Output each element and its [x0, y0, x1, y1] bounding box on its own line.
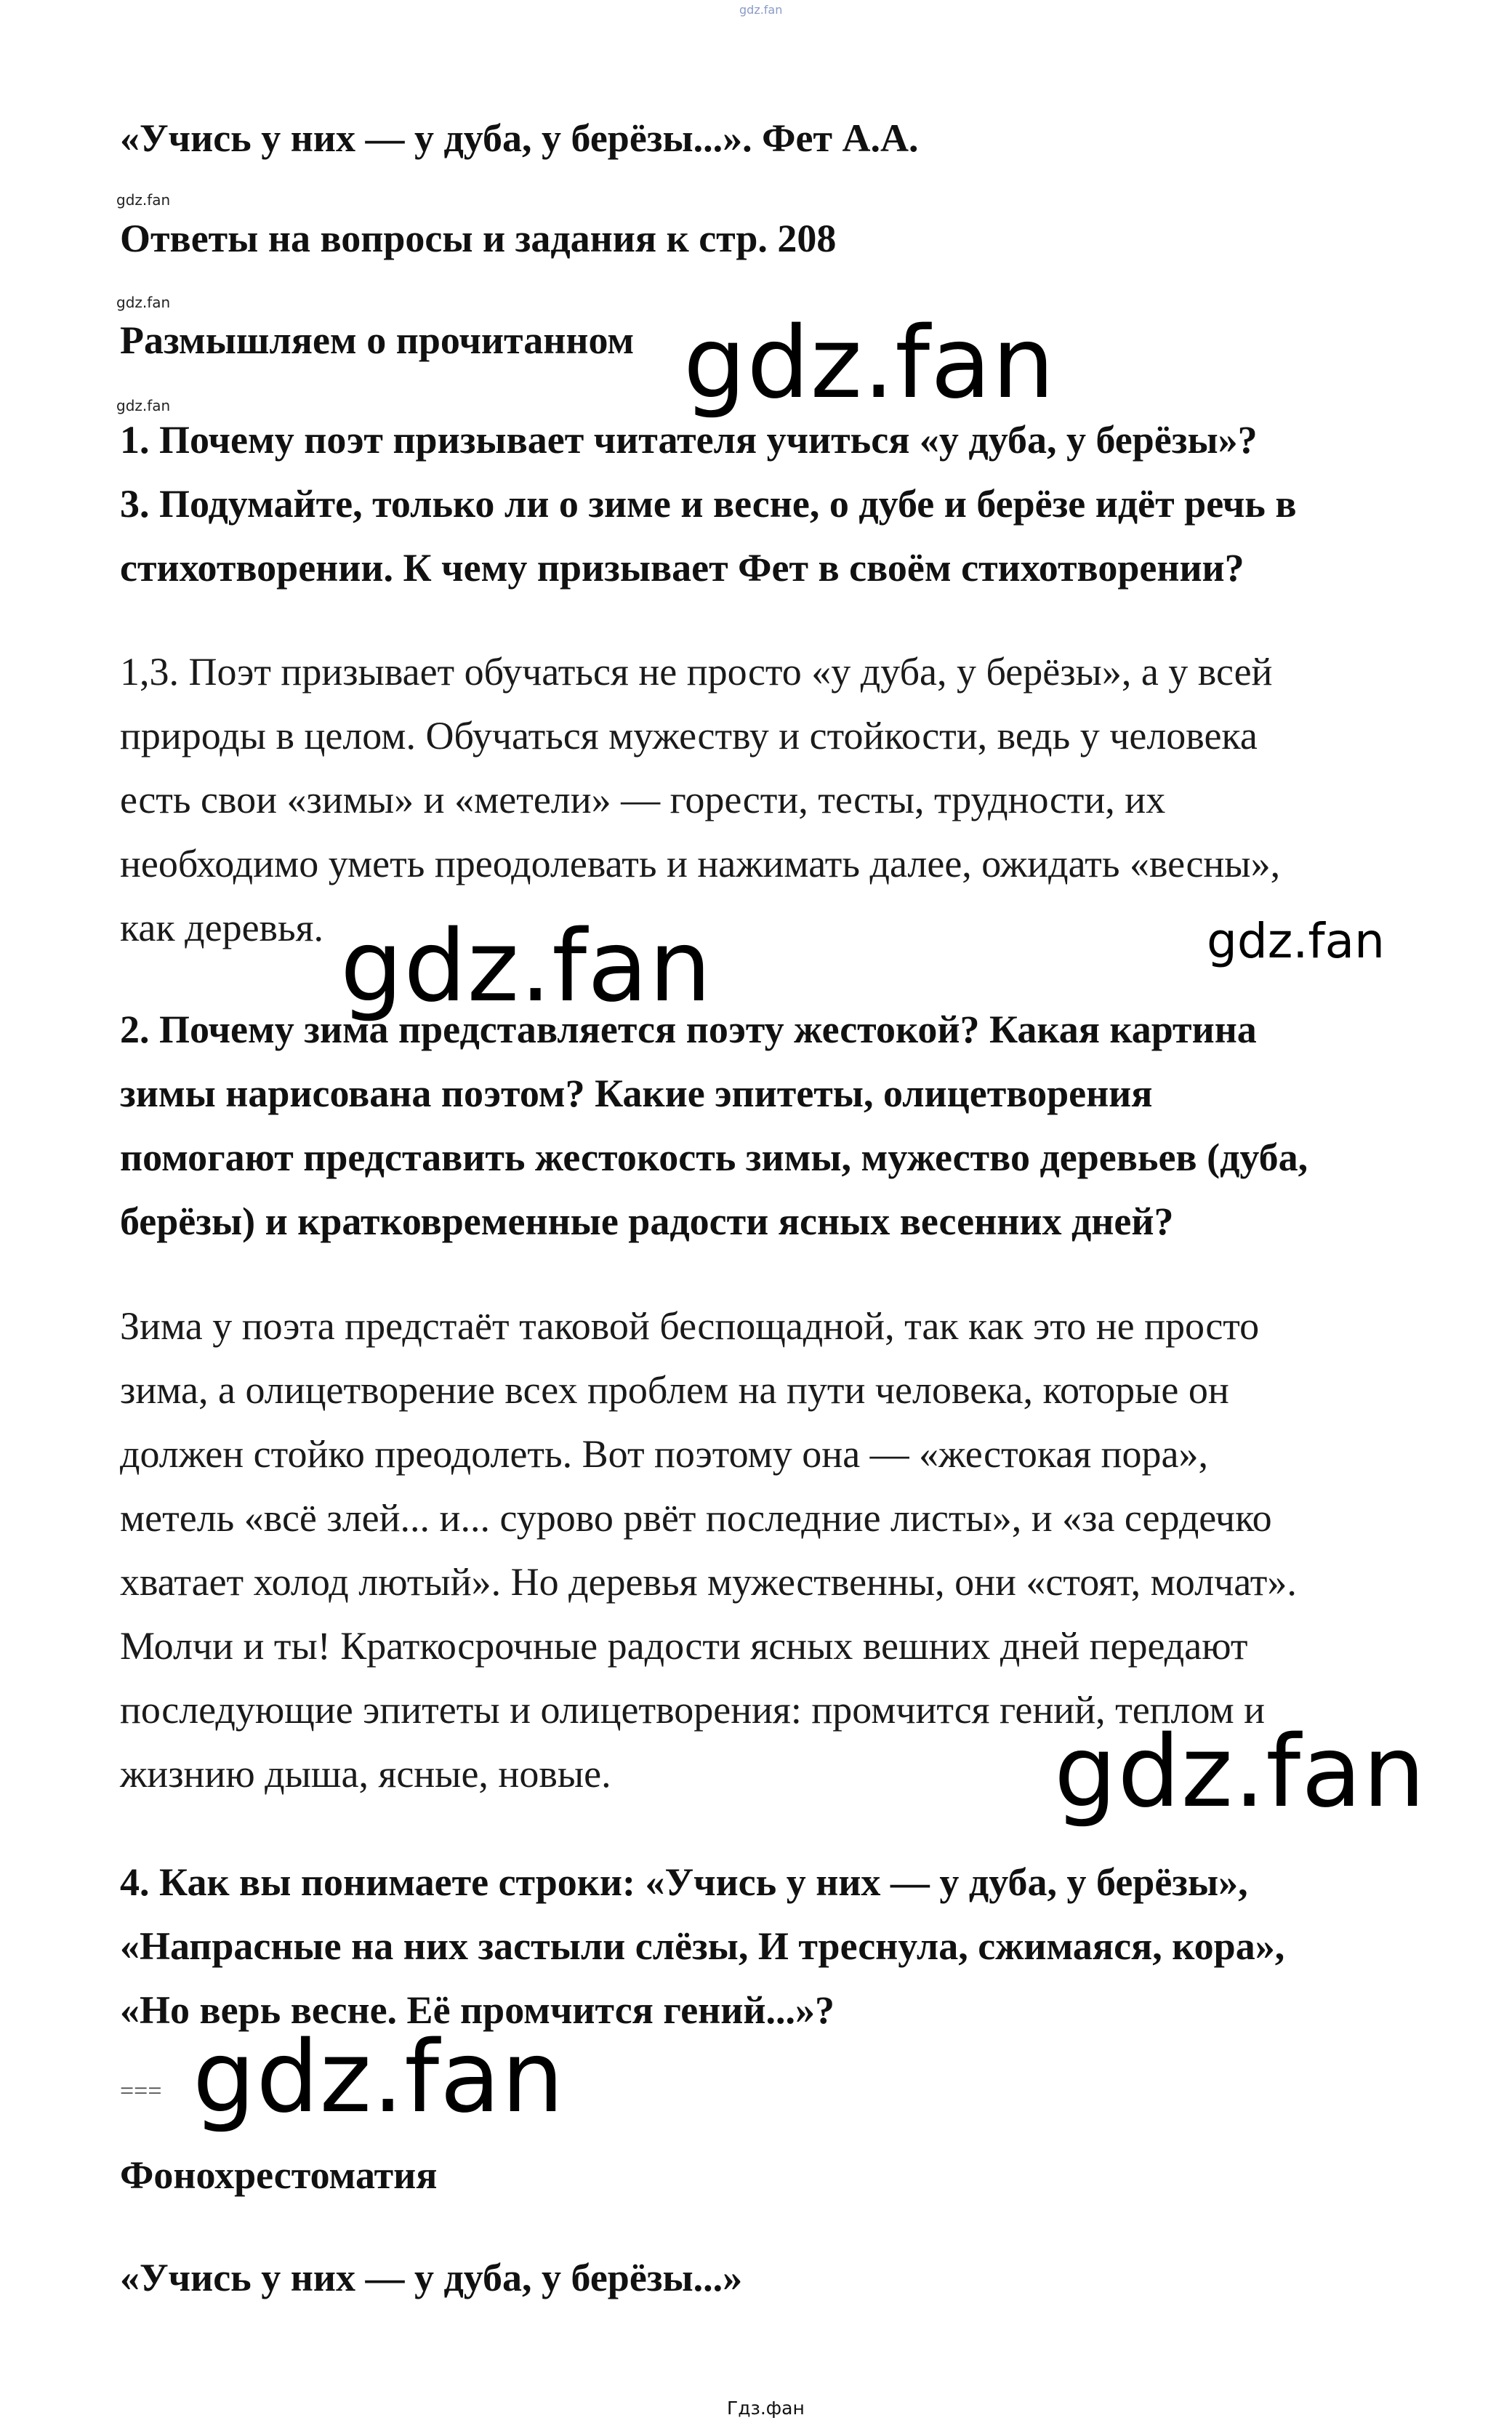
section-heading: Ответы на вопросы и задания к стр. 208 [120, 217, 837, 260]
bottom-watermark: Гдз.фан [727, 2398, 805, 2419]
large-watermark: gdz.fan [1054, 1715, 1426, 1830]
large-watermark: gdz.fan [340, 909, 712, 1024]
small-watermark: gdz.fan [116, 397, 171, 414]
section-heading: Фонохрестоматия [120, 2153, 438, 2197]
answer-line: метель «всё злей... и... сурово рвёт последние листы», и «за сердечко [120, 1496, 1272, 1540]
small-watermark: gdz.fan [116, 191, 171, 209]
question-line: помогают представить жестокость зимы, мужество деревьев (дуба, [120, 1136, 1308, 1179]
top-watermark: gdz.fan [739, 3, 783, 17]
answer-line: как деревья. [120, 906, 323, 949]
question-line: 3. Подумайте, только ли о зиме и весне, о дубе и берёзе идёт речь в [120, 482, 1297, 526]
question-line: «Но верь весне. Её промчится гений...»? [120, 1988, 835, 2032]
question-line: стихотворении. К чему призывает Фет в своём стихотворении? [120, 546, 1244, 590]
watermark: gdz.fan [1207, 913, 1385, 969]
small-watermark: gdz.fan [116, 294, 171, 311]
section-heading: Размышляем о прочитанном [120, 318, 635, 362]
question-line: 2. Почему зима представляется поэту жестокой? Какая картина [120, 1008, 1257, 1051]
answer-line: жизнию дыша, ясные, новые. [120, 1752, 611, 1796]
phono-item: «Учись у них — у дуба, у берёзы...» [120, 2256, 743, 2299]
answer-line: Зима у поэта предстаёт таковой беспощадной, так как это не просто [120, 1304, 1260, 1348]
question-line: «Напрасные на них застыли слёзы, И треснула, сжимаяся, кора», [120, 1924, 1285, 1968]
answer-line: 1,3. Поэт призывает обучаться не просто «у дуба, у берёзы», а у всей [120, 650, 1273, 694]
answer-line: последующие эпитеты и олицетворения: промчится гений, теплом и [120, 1688, 1266, 1732]
question-block [120, 997, 1428, 1253]
divider: === [120, 2078, 162, 2105]
answer-line: есть свои «зимы» и «метели» — горести, тесты, трудности, их [120, 778, 1166, 821]
question-line: берёзы) и кратковременные радости ясных весенних дней? [120, 1200, 1174, 1243]
answer-line: должен стойко преодолеть. Вот поэтому она — «жестокая пора», [120, 1432, 1209, 1476]
question-line: 1. Почему поэт призывает читателя учиться «у дуба, у берёзы»? [120, 418, 1258, 462]
answer-line: зима, а олицетворение всех проблем на пути человека, которые он [120, 1368, 1229, 1412]
answer-paragraph [120, 640, 1428, 960]
answer-line: Молчи и ты! Краткосрочные радости ясных вешних дней передают [120, 1624, 1248, 1668]
question-line: 4. Как вы понимаете строки: «Учись у них — у дуба, у берёзы», [120, 1860, 1248, 1904]
page-title: «Учись у них — у дуба, у берёзы...». Фет А.А. [120, 116, 919, 160]
question-line: зимы нарисована поэтом? Какие эпитеты, олицетворения [120, 1072, 1153, 1115]
large-watermark: gdz.fan [193, 2020, 565, 2135]
answer-line: необходимо уметь преодолевать и нажимать далее, ожидать «весны», [120, 842, 1281, 885]
answer-line: природы в целом. Обучаться мужеству и стойкости, ведь у человека [120, 714, 1258, 758]
answer-paragraph [120, 1294, 1428, 1806]
large-watermark: gdz.fan [683, 306, 1055, 421]
question-block [120, 408, 1428, 600]
question-block [120, 1850, 1428, 2042]
answer-line: хватает холод лютый». Но деревья мужественны, они «стоят, молчат». [120, 1560, 1297, 1604]
